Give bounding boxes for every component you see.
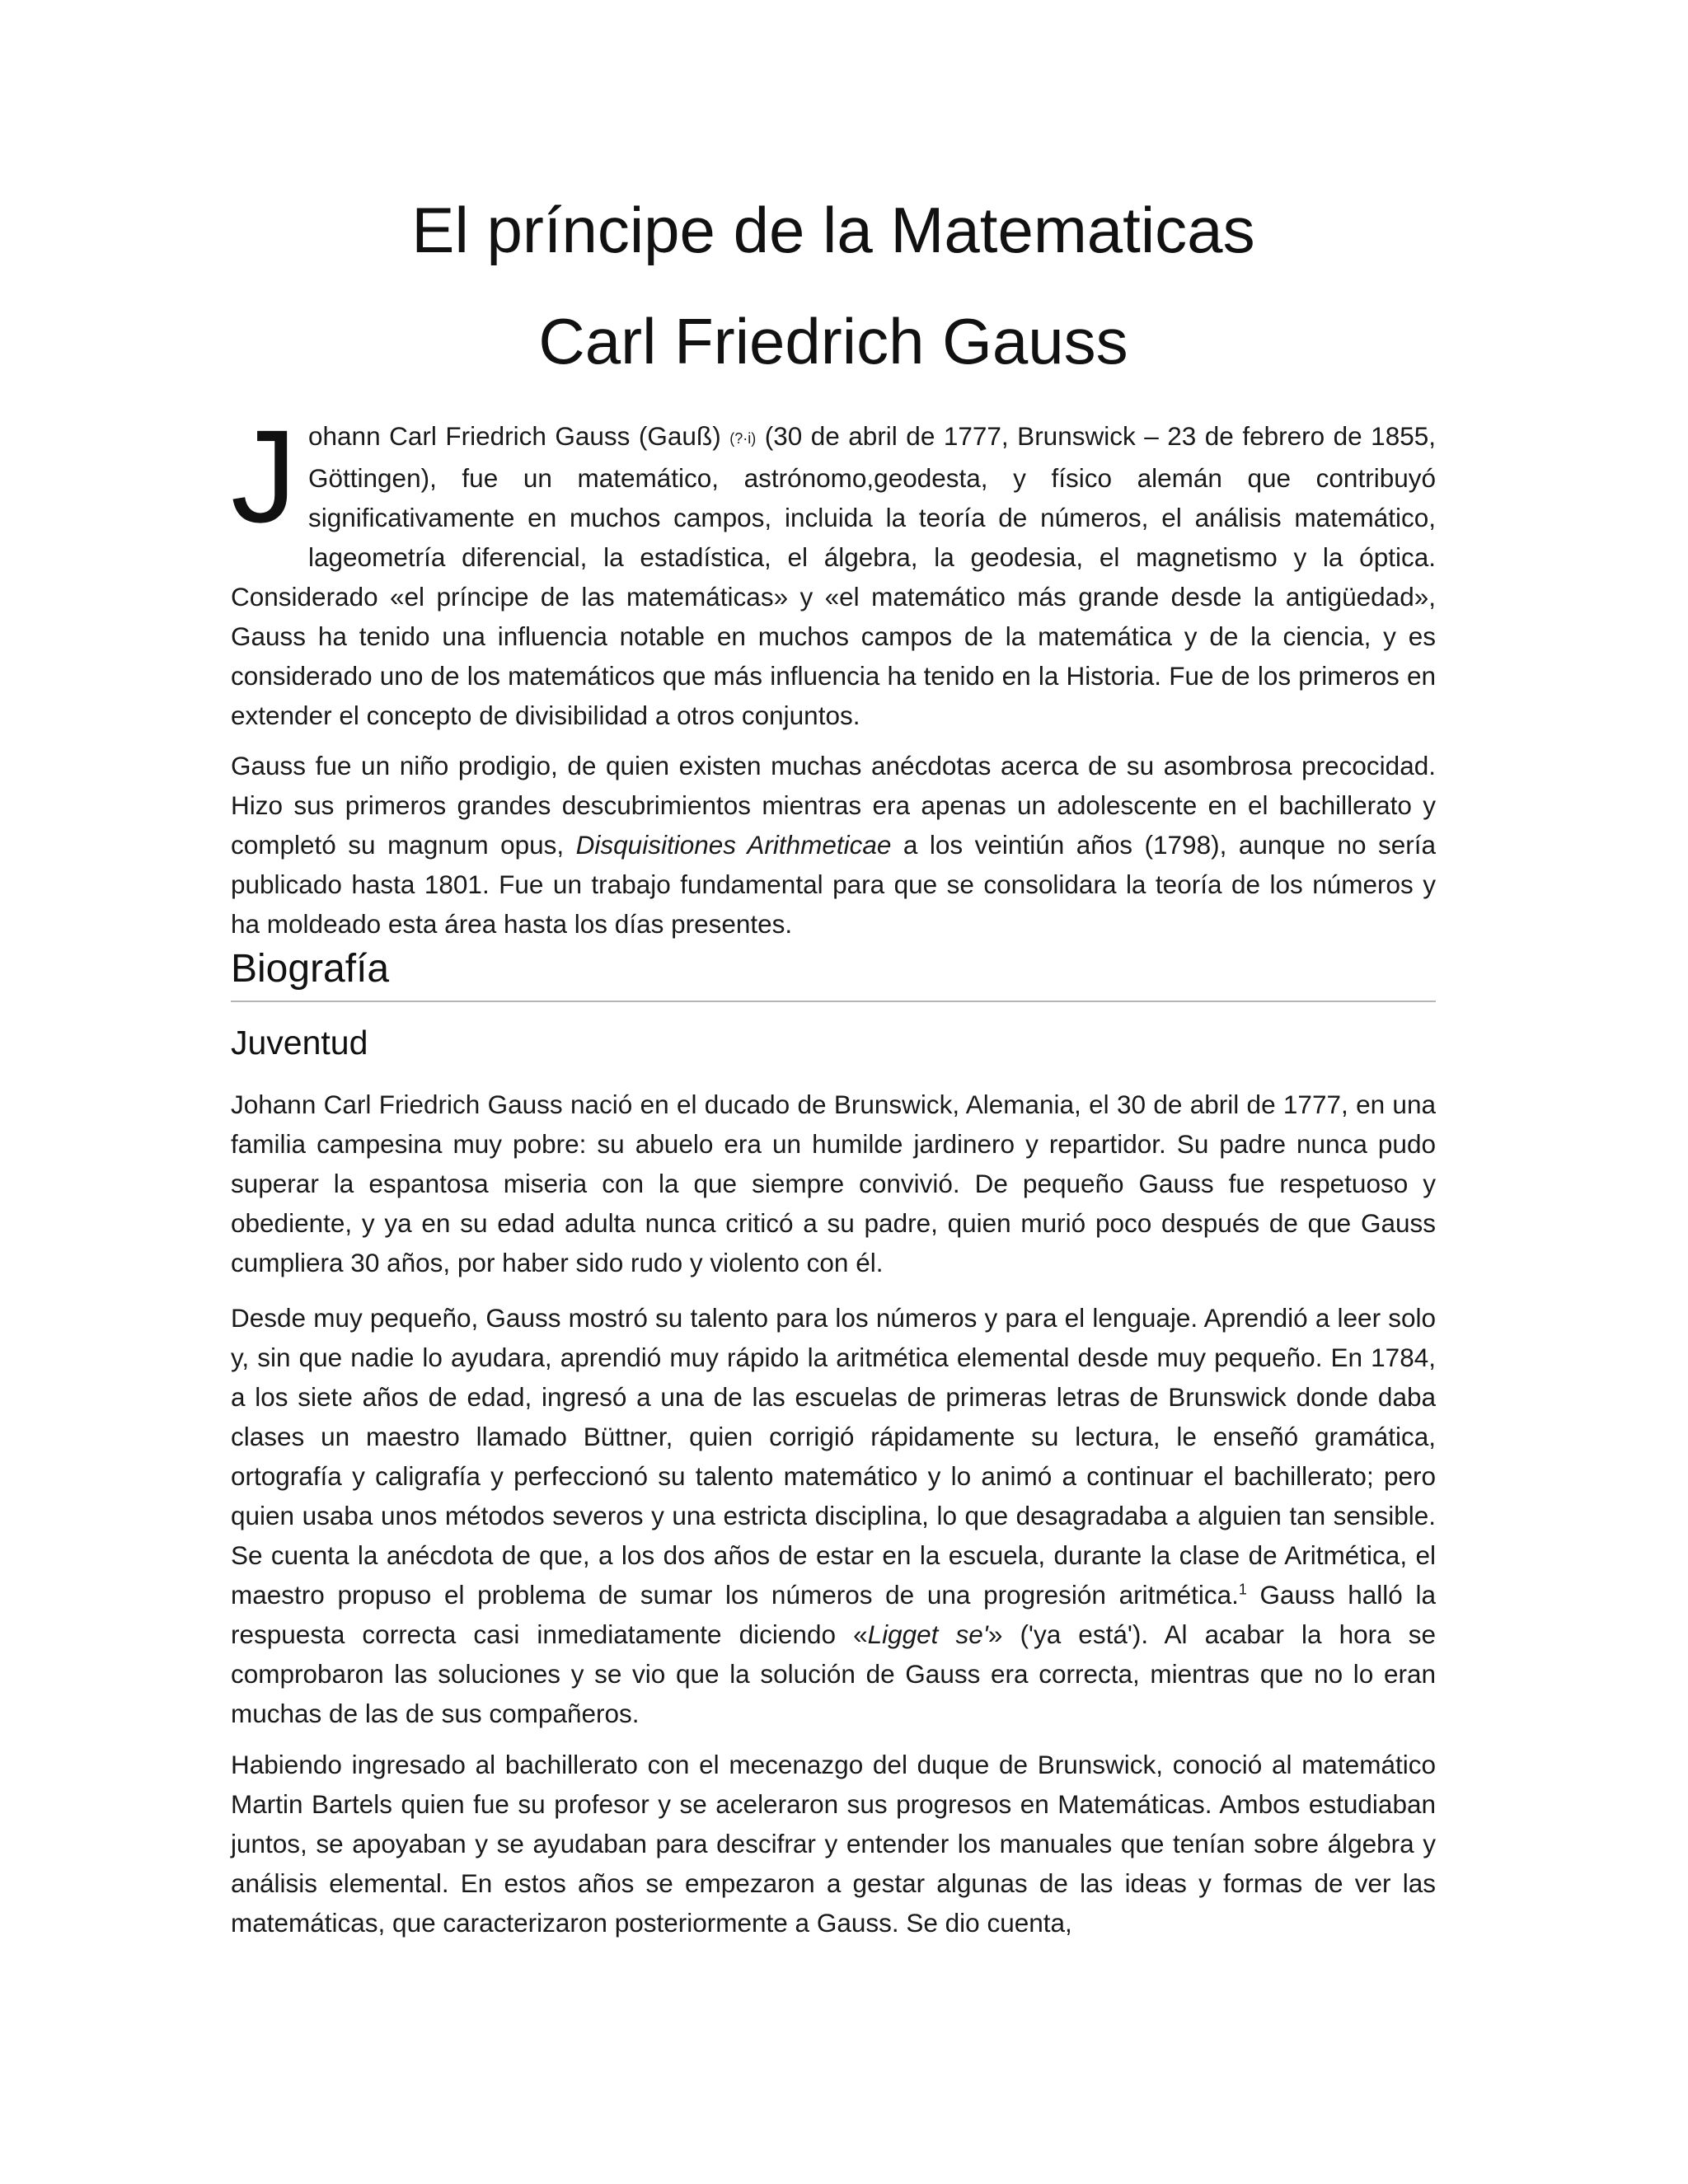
intro-text: (30 de abril de 1777, Brunswick – 23 de febrero de 1855, Göttingen), fue un matemático, astrónomo,geodesta, y físico alemán que contribuyó significativamente en muchos campos, incluida la teoría de números, el análisis matemático, lageometría diferencial, la estadística, el álgebra, la geodesia, el magnetismo y la óptica. Considerado «el príncipe de las matemáticas» y «el matemático más grande desde la antigüedad», Gauss ha tenido una influencia notable en muchos campos de la matemática y de la ciencia, y es considerado uno de los matemáticos que más influencia ha tenido en la Historia. Fue de los primeros en extender el concepto de divisibilidad a otros conjuntos. bbox=[231, 421, 1436, 730]
paragraph-bachillerato: Habiendo ingresado al bachillerato con el mecenazgo del duque de Brunswick, conoció al matemático Martin Bartels quien fue su profesor y se aceleraron sus progresos en Matemáticas. Ambos estudiaban juntos, se apoyaban y se ayudaban para descifrar y entender los manuales que tenían sobre álgebra y análisis elemental. En estos años se empezaron a gestar algunas de las ideas y formas de ver las matemáticas, que caracterizaron posteriormente a Gauss. Se dio cuenta, bbox=[231, 1750, 1436, 1938]
document-subtitle: Carl Friedrich Gauss bbox=[538, 305, 1128, 377]
document-title: El príncipe de la Matematicas bbox=[411, 194, 1255, 266]
paragraph-text: Gauss fue un niño prodigio, de quien existen muchas anécdotas acerca de su asombrosa precocidad. Hizo sus primeros grandes descubrimientos mientras era apenas un adolescente en el bachillerato y completó su magnum opus, bbox=[231, 751, 1436, 860]
paragraph-text: Gauss halló la respuesta correcta casi inmediatamente diciendo « bbox=[231, 1580, 1436, 1649]
pronunciation-link[interactable]: (?·i) bbox=[729, 430, 757, 447]
paragraph-prodigio bbox=[231, 746, 1436, 944]
work-title: Disquisitiones Arithmeticae bbox=[575, 830, 892, 860]
drop-cap: J bbox=[231, 402, 297, 550]
paragraph-text: » ('ya está'). Al acabar la hora se comprobaron las soluciones y se vio que la solución de Gauss era correcta, mientras que no lo eran muchas de las de sus compañeros. bbox=[231, 1619, 1436, 1728]
paragraph-text: Desde muy pequeño, Gauss mostró su talento para los números y para el lenguaje. Aprendió a leer solo y, sin que nadie lo ayudara, aprendió muy rápido la aritmética elemental desde muy pequeño. En 1784, a los siete años de edad, ingresó a una de las escuelas de primeras letras de Brunswick donde daba clases un maestro llamado Büttner, quien corrigió rápidamente su lectura, le enseñó gramática, ortografía y caligrafía y perfeccionó su talento matemático y lo animó a continuar el bachillerato; pero quien usaba unos métodos severos y una estricta disciplina, lo que desagradaba a alguien tan sensible. Se cuenta la anécdota de que, a los dos años de estar en la escuela, durante la clase de Aritmética, el maestro propuso el problema de sumar los números de una progresión aritmética. bbox=[231, 1303, 1436, 1610]
paragraph-nacimiento: Johann Carl Friedrich Gauss nació en el ducado de Brunswick, Alemania, el 30 de abril de 1777, en una familia campesina muy pobre: su abuelo era un humilde jardinero y repartidor. Su padre nunca pudo superar la espantosa miseria con la que siempre convivió. De pequeño Gauss fue respetuoso y obediente, y ya en su edad adulta nunca criticó a su padre, quien murió poco después de que Gauss cumpliera 30 años, por haber sido rudo y violento con él. bbox=[231, 1090, 1436, 1277]
paragraph-text: a los veintiún años (1798), aunque no sería publicado hasta 1801. Fue un trabajo fundamental para que se consolidara la teoría de los números y ha moldeado esta área hasta los días presentes. bbox=[231, 830, 1436, 939]
footnote-marker[interactable]: 1 bbox=[1238, 1581, 1247, 1598]
subsection-heading-juventud: Juventud bbox=[231, 1024, 368, 1062]
paragraph-infancia bbox=[231, 1298, 1436, 1733]
intro-paragraph bbox=[231, 402, 1436, 735]
quote-italic: Ligget se' bbox=[867, 1619, 988, 1649]
intro-lead: ohann Carl Friedrich Gauss (Gauß) bbox=[308, 421, 730, 451]
section-heading-biografia: Biografía bbox=[231, 949, 1436, 1002]
